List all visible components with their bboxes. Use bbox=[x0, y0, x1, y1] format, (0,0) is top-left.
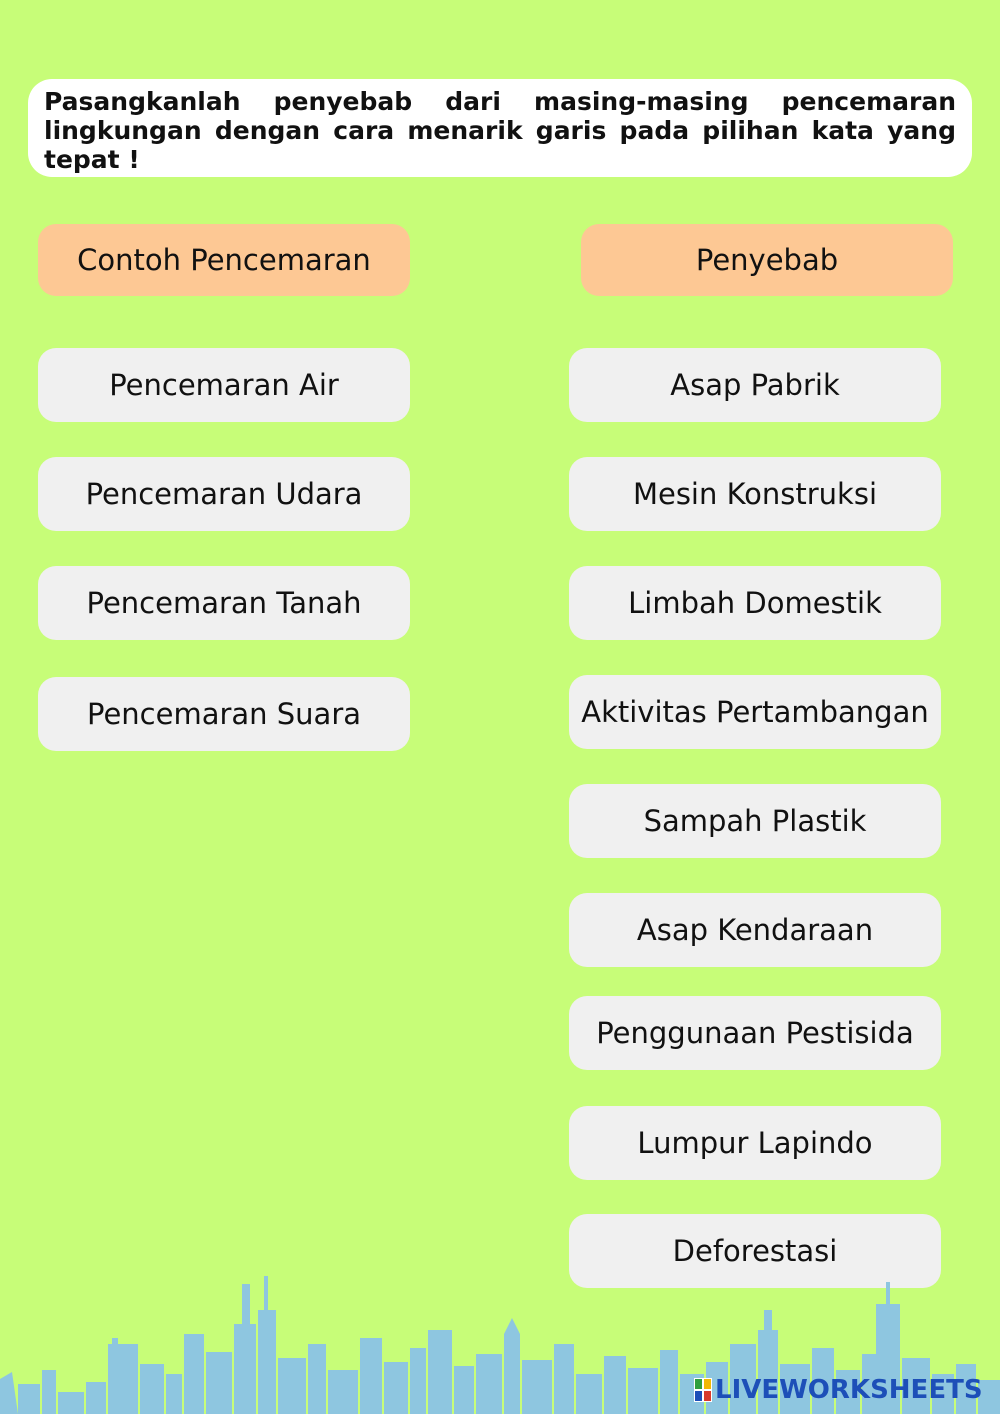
example-item-air[interactable]: Pencemaran Air bbox=[38, 348, 410, 422]
cause-item-aktivitas-pertambangan[interactable]: Aktivitas Pertambangan bbox=[569, 675, 941, 749]
liveworksheets-logo[interactable] bbox=[694, 1373, 983, 1407]
cause-item-mesin-konstruksi[interactable]: Mesin Konstruksi bbox=[569, 457, 941, 531]
cause-item-asap-pabrik[interactable]: Asap Pabrik bbox=[569, 348, 941, 422]
cause-item-lumpur-lapindo[interactable]: Lumpur Lapindo bbox=[569, 1106, 941, 1180]
example-item-tanah[interactable]: Pencemaran Tanah bbox=[38, 566, 410, 640]
example-item-suara[interactable]: Pencemaran Suara bbox=[38, 677, 410, 751]
cause-item-sampah-plastik[interactable]: Sampah Plastik bbox=[569, 784, 941, 858]
example-item-udara[interactable]: Pencemaran Udara bbox=[38, 457, 410, 531]
cause-item-penggunaan-pestisida[interactable]: Penggunaan Pestisida bbox=[569, 996, 941, 1070]
cause-item-limbah-domestik[interactable]: Limbah Domestik bbox=[569, 566, 941, 640]
instruction-text: Pasangkanlah penyebab dari masing-masing pencemaran lingkungan dengan cara menarik garis pada pilihan kata yang tepat ! bbox=[44, 87, 956, 174]
instruction-panel bbox=[28, 79, 972, 177]
cause-item-deforestasi[interactable]: Deforestasi bbox=[569, 1214, 941, 1288]
cause-item-asap-kendaraan[interactable]: Asap Kendaraan bbox=[569, 893, 941, 967]
liveworksheets-logo-icon bbox=[694, 1378, 712, 1402]
liveworksheets-logo-text: LIVEWORKSHEETS bbox=[715, 1375, 983, 1405]
header-contoh-pencemaran: Contoh Pencemaran bbox=[38, 224, 410, 296]
header-penyebab: Penyebab bbox=[581, 224, 953, 296]
